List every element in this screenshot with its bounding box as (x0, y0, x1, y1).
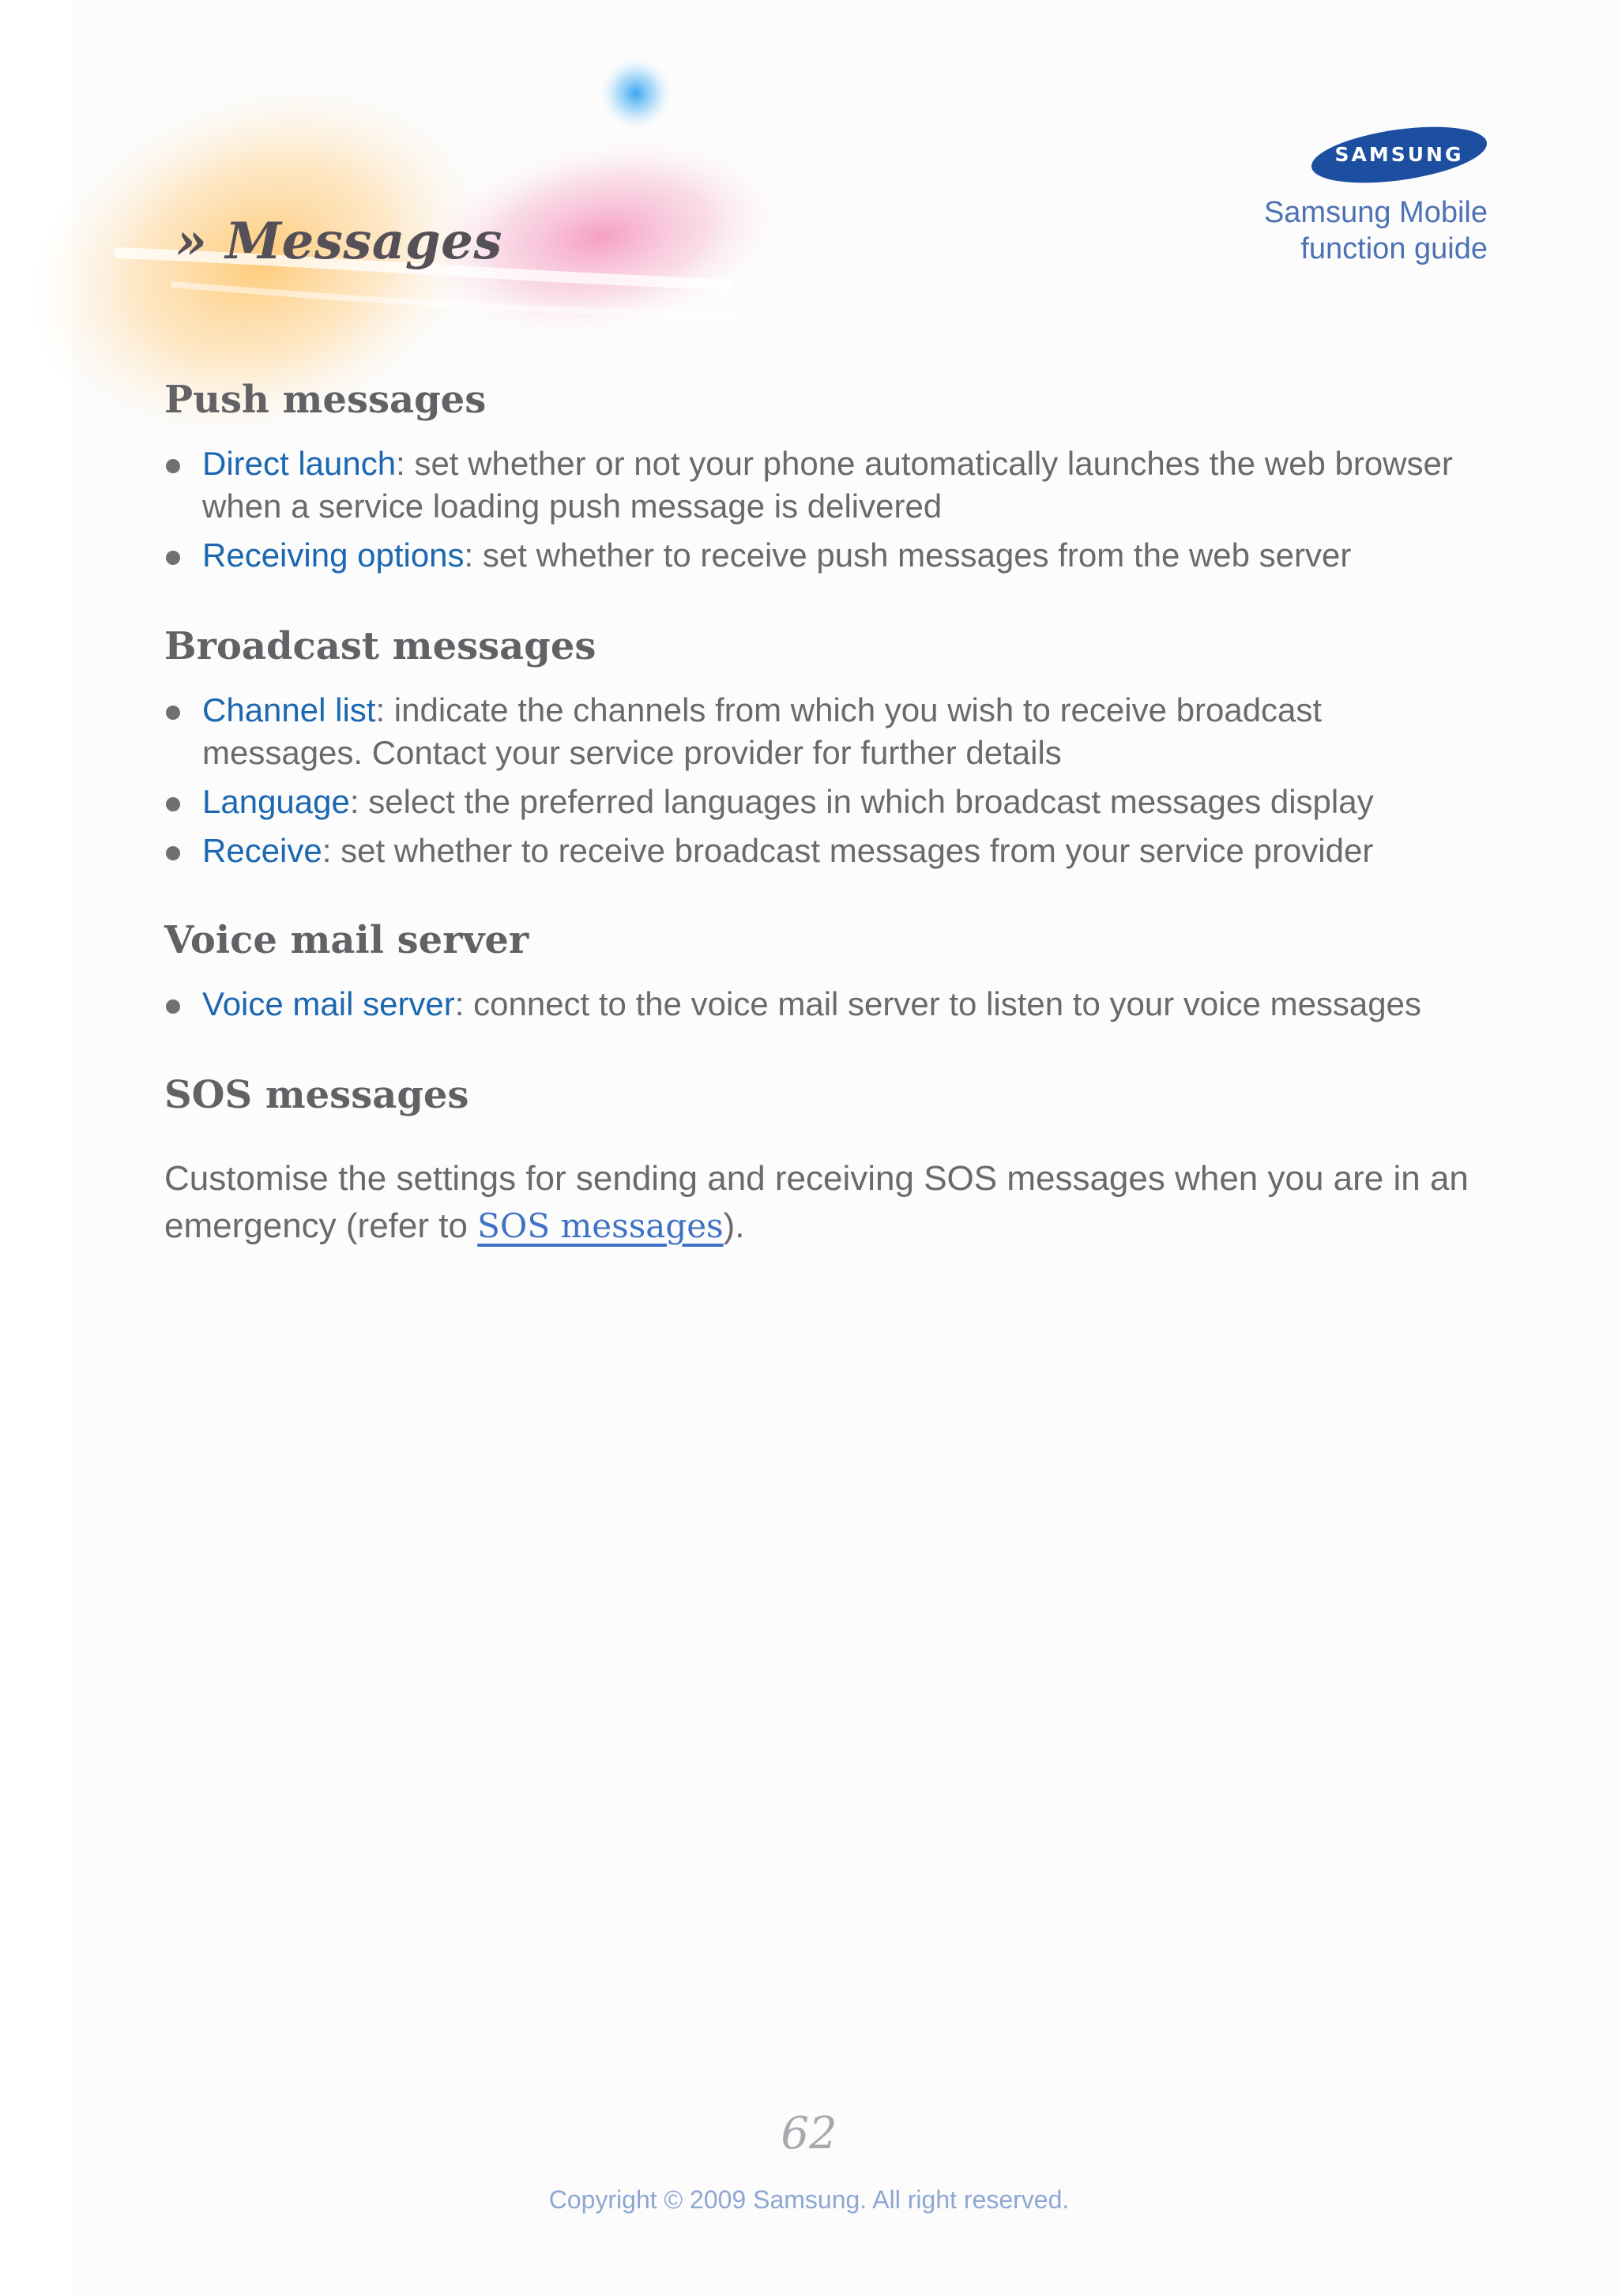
item-description: : set whether to receive broadcast messages from your service provider (322, 832, 1374, 869)
guide-line-1: Samsung Mobile (1263, 196, 1488, 229)
bullet-icon (166, 797, 180, 811)
item-term: Receive (202, 832, 322, 869)
item-description: : indicate the channels from which you wish to receive broadcast messages. Contact your service provider for further details (202, 691, 1323, 771)
page-number: 62 (781, 2108, 837, 2159)
samsung-logo (1308, 123, 1490, 186)
sos-text-after: ). (723, 1206, 745, 1245)
list-item (164, 689, 1476, 774)
item-description: : select the preferred languages in which broadcast messages display (349, 783, 1374, 820)
item-description: : set whether to receive push messages from the web server (464, 536, 1352, 574)
copyright-notice: Copyright © 2009 Samsung. All right reserved. (548, 2185, 1070, 2214)
push-messages-list (164, 442, 1476, 583)
page-title: » Messages (175, 212, 502, 271)
sos-text-before: Customise the settings for sending and receiving SOS messages when you are in an emergency (refer to (164, 1159, 1469, 1245)
item-term: Receiving options (202, 536, 465, 574)
push-messages-heading: Push messages (164, 378, 487, 422)
bullet-icon (166, 999, 180, 1014)
item-term: Voice mail server (202, 985, 455, 1022)
list-item (164, 830, 1476, 872)
bullet-icon (166, 459, 180, 473)
guide-line-2: function guide (1300, 232, 1488, 265)
item-term: Language (202, 783, 350, 820)
voice-mail-server-heading: Voice mail server (164, 918, 529, 962)
broadcast-messages-heading: Broadcast messages (164, 624, 596, 668)
broadcast-messages-list (164, 689, 1476, 879)
list-item (164, 442, 1476, 528)
guide-label (1264, 194, 1488, 267)
list-item (164, 781, 1476, 823)
item-term: Direct launch (202, 445, 397, 482)
sos-messages-paragraph (164, 1155, 1492, 1250)
item-description: : set whether or not your phone automatically launches the web browser when a service loading push message is delivered (202, 445, 1453, 525)
voice-mail-server-list (164, 983, 1476, 1032)
list-item (164, 983, 1476, 1026)
sos-messages-link[interactable]: SOS messages (477, 1206, 724, 1245)
item-description: : connect to the voice mail server to listen to your voice messages (454, 985, 1422, 1022)
samsung-logo-text: SAMSUNG (1334, 143, 1464, 166)
list-item (164, 534, 1476, 577)
item-term: Channel list (202, 691, 376, 728)
bullet-icon (166, 846, 180, 860)
bullet-icon (166, 551, 180, 565)
bullet-icon (166, 706, 180, 720)
sos-messages-heading: SOS messages (164, 1073, 469, 1117)
